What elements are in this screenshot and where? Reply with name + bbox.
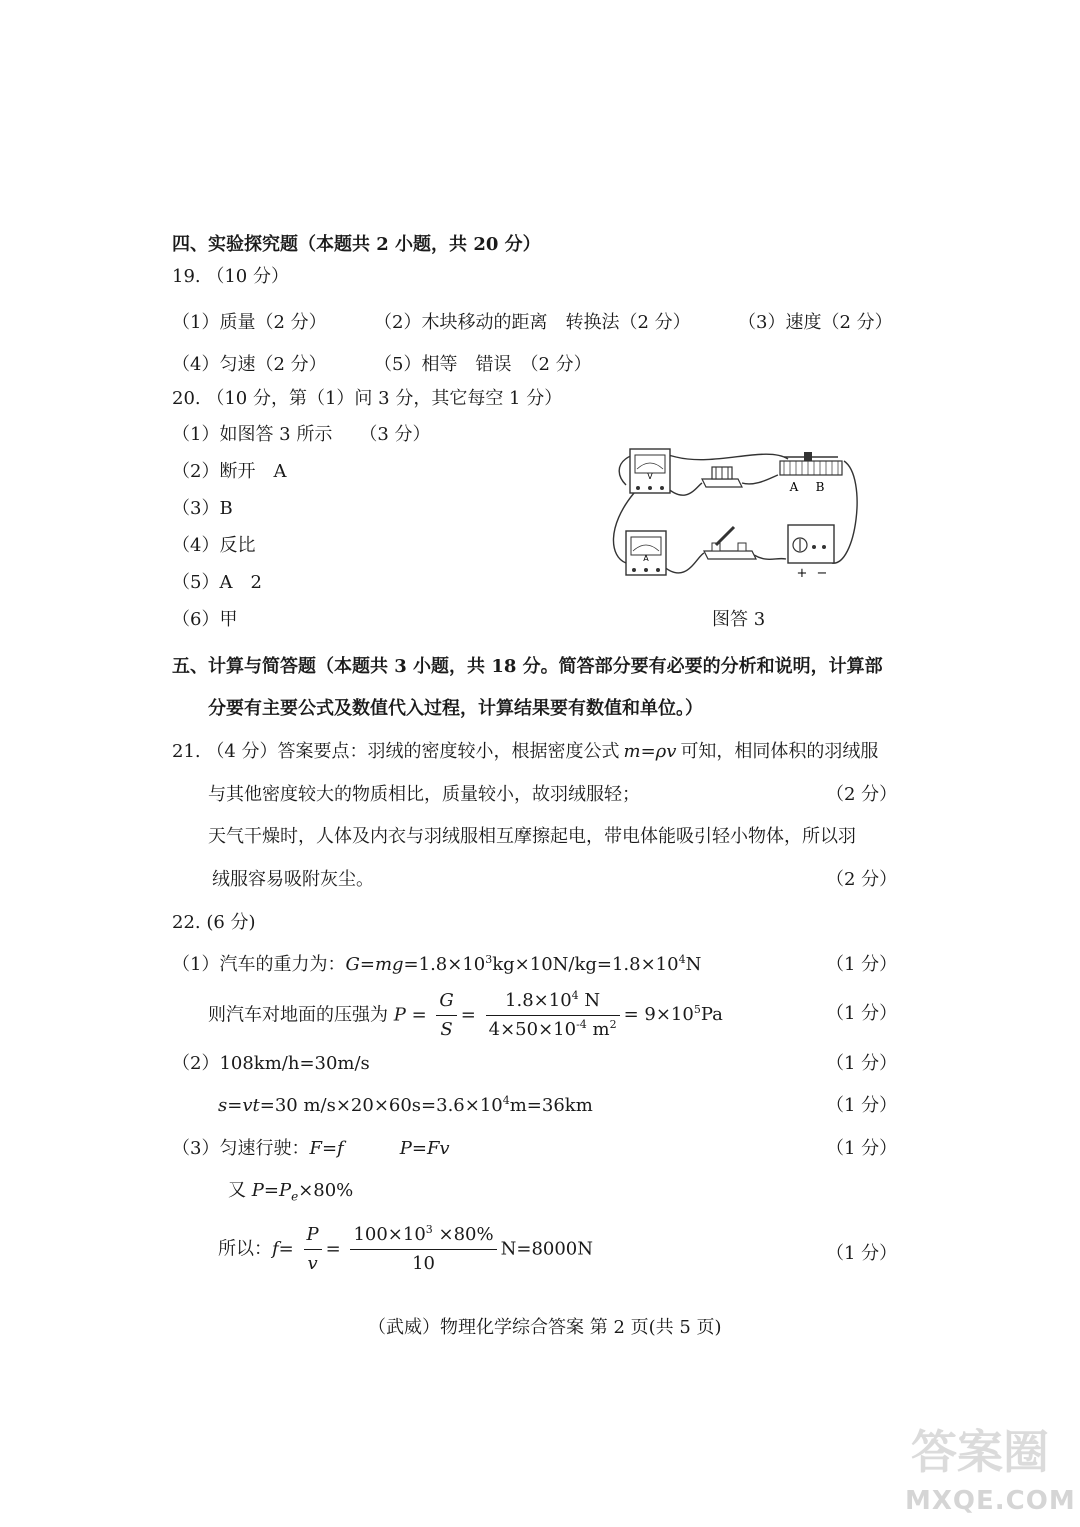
q22-score-3: （1 分）: [826, 1053, 898, 1074]
rheostat-terminal-b: B: [815, 480, 825, 494]
watermark-logo: 答案圈 MXQE.COM: [905, 1425, 1076, 1516]
q22-part3-uniform: （3）匀速行驶：F=f P=Fv: [172, 1138, 450, 1159]
q21-score-1: （2 分）: [826, 784, 898, 805]
q20-answer-5: （5）A 2: [172, 572, 262, 593]
q19-answer-4: （4）匀速（2 分）: [172, 354, 327, 375]
ammeter: [626, 531, 666, 575]
rheostat-terminal-a: A: [789, 480, 799, 494]
figure-caption: 图答 3: [712, 609, 766, 630]
q22-header: 22. (6 分): [172, 912, 256, 933]
svg-text:V: V: [647, 472, 653, 481]
power-minus-label: −: [816, 566, 828, 581]
q22-score-6: （1 分）: [826, 1243, 898, 1264]
page-footer: （武威）物理化学综合答案 第 2 页(共 5 页): [368, 1317, 722, 1338]
q21-line-4: 绒服容易吸附灰尘。: [212, 869, 374, 890]
q20-answer-6: （6）甲: [172, 609, 238, 630]
rheostat: [780, 452, 842, 494]
q22-part2-speed: （2）108km/h=30m/s: [172, 1053, 370, 1074]
q20-answer-2: （2）断开 A: [172, 461, 287, 482]
q22-part1-pressure: 则汽车对地面的压强为 P = $\frac{G}{S}$ = $\frac{1.8\times 10^4 N}{4\times 50\times 10^{-4} m^2}$ = $9\times 10^5Pa$: [208, 989, 723, 1040]
q20-answer-4: （4）反比: [172, 535, 256, 556]
q22-score-2: （1 分）: [826, 1003, 898, 1024]
section-5-title-line1: 五、计算与简答题（本题共 3 小题，共 18 分。简答部分要有必要的分析和说明，计算部: [172, 656, 883, 677]
q22-part1-gravity: （1）汽车的重力为：$G=mg=1.8\times 10^3kg\times 10N/kg=1.8\times 10^4N$: [172, 953, 702, 975]
q21-score-2: （2 分）: [826, 869, 898, 890]
power-plus-label: +: [796, 566, 808, 581]
q22-score-1: （1 分）: [826, 954, 898, 975]
circuit-diagram: [606, 447, 872, 599]
voltmeter: [630, 449, 670, 493]
switch: [704, 527, 756, 559]
q22-part2-distance: s=vt=30 $m/s\times 20\times 60s=3.6\times 10^4m=36km$: [218, 1094, 593, 1116]
q19-header: 19. （10 分）: [172, 266, 289, 287]
q22-score-4: （1 分）: [826, 1095, 898, 1116]
q21-line-2: 与其他密度较大的物质相比，质量较小，故羽绒服轻；: [208, 784, 640, 805]
q22-part3-power: 又 $P=P_e\times 80\%$: [228, 1180, 354, 1204]
q19-answer-3: （3）速度（2 分）: [738, 312, 893, 333]
q20-answer-1: （1）如图答 3 所示 （3 分）: [172, 424, 431, 445]
q19-answer-2: （2）木块移动的距离 转换法（2 分）: [374, 312, 691, 333]
q20-header: 20. （10 分，第（1）问 3 分，其它每空 1 分）: [172, 388, 563, 409]
section-5-title-line2: 分要有主要公式及数值代入过程，计算结果要有数值和单位。）: [208, 698, 703, 719]
q21-line-1: 21. （4 分）答案要点：羽绒的密度较小，根据密度公式 m=ρv 可知，相同体积的羽绒服: [172, 741, 879, 762]
q19-answer-5: （5）相等 错误 （2 分）: [374, 354, 592, 375]
q22-part3-friction: 所以：f= $\frac{P}{v}$ = $\frac{100\times 10^3 \times 80\%}{10}$ N=8000N: [218, 1223, 593, 1274]
density-formula: m=ρv: [623, 741, 677, 762]
power-supply: [788, 525, 834, 581]
resistor: [702, 467, 742, 487]
q22-score-5: （1 分）: [826, 1138, 898, 1159]
section-4-title: 四、实验探究题（本题共 2 小题，共 20 分）: [172, 234, 541, 255]
q21-line-3: 天气干燥时，人体及内衣与羽绒服相互摩擦起电，带电体能吸引轻小物体，所以羽: [208, 826, 856, 847]
q19-answer-1: （1）质量（2 分）: [172, 312, 327, 333]
svg-text:A: A: [643, 554, 649, 563]
q20-answer-3: （3）B: [172, 498, 233, 519]
